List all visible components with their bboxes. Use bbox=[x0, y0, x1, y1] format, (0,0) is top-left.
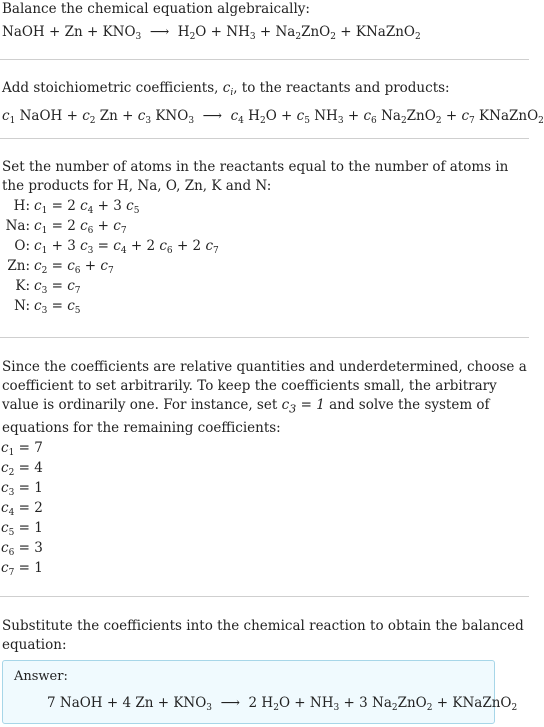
coefficient-value: $c_2 = 4$ bbox=[1, 459, 43, 478]
coefficient-value: $c_7 = 1$ bbox=[1, 559, 43, 578]
coefficient-equation: $c_1$ NaOH + $c_2$ $Zn + c_3$ $KNO_3$ ⟶ $c_4$ $H_2O + c_5$ $NH_3 + c_6$ $Na_2ZnO_2 + c_7$ KNaZnO$_2$ bbox=[2, 108, 544, 126]
atom-equation: $c_1 = 2$ $c_6 + c_7$ bbox=[34, 218, 127, 236]
coefficient-value: $c_1 = 7$ bbox=[1, 439, 43, 458]
divider bbox=[0, 596, 529, 597]
atom-equation: $c_2 = c_6 + c_7$ bbox=[34, 258, 114, 276]
atom-equation: $c_1 + 3$ $c_3 = c_4 + 2$ $c_6 + 2$ $c_7$ bbox=[34, 238, 219, 256]
solve-section bbox=[0, 358, 529, 578]
balance-intro-section bbox=[0, 0, 529, 47]
coefficients-section bbox=[0, 79, 544, 131]
answer-box bbox=[2, 660, 518, 724]
divider bbox=[0, 59, 529, 60]
atom-balance-section bbox=[0, 158, 529, 316]
atom-equation-row bbox=[0, 296, 529, 316]
atom-equation: $c_1 = 2$ $c_4 + 3$ $c_5$ bbox=[34, 198, 140, 216]
atom-equation: $c_3 = c_7$ bbox=[34, 278, 81, 296]
coefficients-intro: Add stoichiometric coefficients, $c_i$, to the reactants and products: bbox=[2, 80, 450, 98]
divider bbox=[0, 138, 529, 139]
answer-label: Answer: bbox=[14, 669, 68, 684]
atom-equation-row bbox=[0, 276, 529, 296]
set-variable: $c_3 = 1$ bbox=[281, 397, 325, 416]
coefficient-value: $c_3 = 1$ bbox=[1, 479, 43, 498]
atom-equation: $c_3 = c_5$ bbox=[34, 298, 81, 316]
element-label: N: bbox=[14, 298, 30, 314]
substitute-section bbox=[0, 617, 529, 655]
divider bbox=[0, 337, 529, 338]
unbalanced-equation: NaOH + $Zn + KNO_3$ ⟶ $H_2O + NH_3 + Na_2ZnO_2$ + KNaZnO$_2$ bbox=[2, 24, 421, 42]
substitute-intro: Substitute the coefficients into the chemical reaction to obtain the balanced equation: bbox=[2, 618, 524, 653]
atom-equation-row bbox=[0, 236, 529, 256]
atom-balance-intro: Set the number of atoms in the reactants equal to the number of atoms in the products for H, Na, O, Zn, K and N: bbox=[2, 159, 509, 194]
atom-equations-list bbox=[0, 196, 529, 316]
atom-equation-row bbox=[0, 216, 529, 236]
element-label: H: bbox=[13, 198, 30, 214]
coefficient-value: $c_4 = 2$ bbox=[1, 499, 43, 518]
solve-intro: Since the coefficients are relative quantities and underdetermined, choose a coefficient to set arbitrarily. To keep the coefficients small, the arbitrary value is ordinarily one. For instance, set $c_3 = 1$ and solve the system of equations for the remaining coefficients: bbox=[2, 359, 527, 436]
balanced-equation: 7 NaOH + 4 $Zn + KNO_3$ ⟶ 2 $H_2O + NH_3 + 3$ $Na_2ZnO_2$ + KNaZnO$_2$ bbox=[47, 695, 518, 713]
element-label: Zn: bbox=[7, 258, 30, 274]
element-label: K: bbox=[15, 278, 30, 294]
coefficient-value: $c_5 = 1$ bbox=[1, 519, 43, 538]
atom-equation-row bbox=[0, 196, 529, 216]
element-label: Na: bbox=[5, 218, 30, 234]
coefficient-values bbox=[0, 438, 529, 578]
coefficient-value: $c_6 = 3$ bbox=[1, 539, 43, 558]
element-label: O: bbox=[14, 238, 30, 254]
balance-intro-text: Balance the chemical equation algebraically: bbox=[2, 1, 310, 17]
atom-equation-row bbox=[0, 256, 529, 276]
